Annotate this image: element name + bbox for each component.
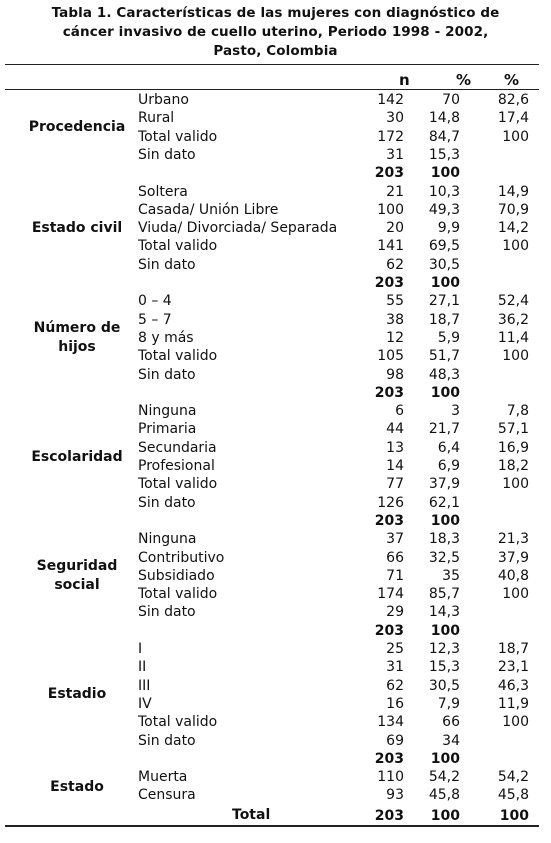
- table-row: [138, 109, 539, 127]
- group-total-row: [138, 622, 539, 640]
- row-label: Sin dato: [138, 256, 196, 273]
- row-pct-valid: 100: [502, 238, 529, 255]
- group-name: [5, 319, 149, 357]
- row-pct-valid: 100: [502, 476, 529, 493]
- row-n: 62: [386, 256, 404, 273]
- total-row: [138, 807, 539, 825]
- row-label: Rural: [138, 110, 175, 127]
- row-pct-valid: 14,2: [497, 220, 529, 237]
- row-label: Secundaria: [138, 439, 217, 456]
- row-n: 16: [386, 695, 404, 712]
- row-pct-valid: 14,9: [497, 183, 529, 200]
- group-name-line: social: [54, 576, 100, 593]
- row-pct: 27,1: [428, 293, 460, 310]
- group-total-pct: 100: [430, 275, 460, 291]
- row-label: Contributivo: [138, 549, 225, 566]
- table-row: [138, 457, 539, 475]
- table-row: [138, 311, 539, 329]
- group-total-row: [138, 274, 539, 292]
- table-row: [138, 402, 539, 420]
- row-pct-valid: 52,4: [497, 293, 529, 310]
- table-row: [138, 585, 539, 603]
- row-pct: 10,3: [428, 183, 460, 200]
- row-n: 38: [386, 311, 404, 328]
- row-n: 142: [377, 92, 404, 108]
- table-row: [138, 768, 539, 786]
- table-row: [138, 366, 539, 384]
- row-label: Sin dato: [138, 146, 196, 163]
- group-total-n: 203: [374, 622, 404, 639]
- row-pct-valid: 21,3: [497, 531, 529, 548]
- group-total-n: 203: [374, 512, 404, 529]
- row-n: 71: [386, 567, 404, 584]
- row-n: 172: [377, 128, 404, 145]
- table-row: [138, 91, 539, 109]
- header-rule: [5, 89, 539, 90]
- group-total-pct: 100: [430, 512, 460, 529]
- table-row: [138, 732, 539, 750]
- row-pct: 51,7: [428, 348, 460, 365]
- group-name-line: hijos: [58, 339, 96, 356]
- group-name: [5, 448, 149, 467]
- row-n: 31: [386, 659, 404, 676]
- row-pct: 54,2: [428, 769, 460, 786]
- row-pct: 70: [442, 92, 460, 108]
- row-pct-valid: 100: [502, 128, 529, 145]
- row-n: 141: [377, 238, 404, 255]
- group-total-n: 203: [374, 165, 404, 182]
- row-pct: 21,7: [428, 421, 460, 438]
- group-total-n: 203: [374, 384, 404, 401]
- group-name-line: Estadio: [47, 686, 107, 703]
- table-row: [138, 530, 539, 548]
- row-label: Total valido: [138, 348, 218, 365]
- group-total-row: [138, 750, 539, 768]
- row-label: Soltera: [138, 183, 188, 200]
- row-pct: 49,3: [428, 201, 460, 218]
- table-row: [138, 292, 539, 310]
- table-row: [138, 640, 539, 658]
- row-label: Sin dato: [138, 366, 196, 383]
- row-label: Viuda/ Divorciada/ Separada: [138, 220, 338, 237]
- group-name-line: Estado: [50, 778, 104, 795]
- row-pct-valid: 23,1: [497, 659, 529, 676]
- row-n: 134: [377, 714, 404, 731]
- row-pct: 6,9: [437, 458, 460, 474]
- row-n: 55: [386, 293, 404, 310]
- row-pct: 9,9: [437, 220, 460, 237]
- header-n: n: [399, 71, 410, 89]
- group-name: [5, 118, 149, 137]
- header-pct: %: [456, 71, 472, 89]
- row-n: 93: [386, 787, 404, 804]
- row-pct-valid: 36,2: [497, 311, 529, 328]
- table-caption: [0, 4, 551, 61]
- row-pct: 15,3: [428, 146, 460, 163]
- row-label: Total valido: [138, 238, 218, 255]
- row-label: 5 – 7: [138, 311, 172, 328]
- row-n: 29: [386, 604, 404, 621]
- row-pct: 45,8: [428, 787, 460, 804]
- group-name: [5, 219, 149, 238]
- row-label: Casada/ Unión Libre: [138, 201, 279, 218]
- row-n: 31: [386, 146, 404, 163]
- row-n: 25: [386, 641, 404, 657]
- total-pct-valid: 100: [499, 808, 529, 824]
- total-pct: 100: [430, 808, 460, 824]
- bottom-rule: [5, 825, 539, 827]
- row-label: Sin dato: [138, 494, 196, 511]
- row-pct: 35: [442, 567, 460, 584]
- row-label: II: [138, 659, 147, 676]
- row-label: Total valido: [138, 714, 218, 731]
- header-pct-valid: %: [504, 71, 520, 89]
- table-row: [138, 329, 539, 347]
- row-n: 20: [386, 220, 404, 237]
- row-label: III: [138, 677, 151, 694]
- group-name-line: Número de: [33, 320, 121, 337]
- group-total-pct: 100: [430, 750, 460, 767]
- row-label: Muerta: [138, 769, 188, 786]
- row-pct: 30,5: [428, 256, 460, 273]
- row-n: 98: [386, 366, 404, 383]
- row-pct: 6,4: [437, 439, 460, 456]
- row-label: Urbano: [138, 92, 189, 108]
- row-n: 62: [386, 677, 404, 694]
- row-pct: 30,5: [428, 677, 460, 694]
- row-label: Primaria: [138, 421, 197, 438]
- table-row: [138, 713, 539, 731]
- table-row: [138, 347, 539, 365]
- row-pct-valid: 11,4: [497, 329, 529, 346]
- row-pct-valid: 16,9: [497, 439, 529, 456]
- row-pct-valid: 100: [502, 586, 529, 603]
- table-row: [138, 201, 539, 219]
- row-pct: 18,3: [428, 531, 460, 548]
- table-row: [138, 786, 539, 804]
- group-total-row: [138, 384, 539, 402]
- row-pct-valid: 57,1: [497, 421, 529, 438]
- group-name-line: Estado civil: [31, 219, 123, 236]
- row-pct: 66: [442, 714, 460, 731]
- table-row: [138, 146, 539, 164]
- row-label: Subsidiado: [138, 567, 215, 584]
- row-pct: 34: [442, 732, 460, 749]
- row-pct: 5,9: [437, 329, 460, 346]
- row-pct-valid: 7,8: [506, 403, 529, 420]
- row-n: 21: [386, 183, 404, 200]
- row-pct: 12,3: [428, 641, 460, 657]
- row-pct-valid: 46,3: [497, 677, 529, 694]
- row-n: 100: [377, 201, 404, 218]
- row-n: 105: [377, 348, 404, 365]
- group-total-row: [138, 512, 539, 530]
- row-label: Total valido: [138, 586, 218, 603]
- group-name: [5, 778, 149, 797]
- row-pct: 7,9: [437, 695, 460, 712]
- table-row: [138, 695, 539, 713]
- group-total-row: [138, 164, 539, 182]
- row-label: IV: [138, 695, 152, 712]
- row-label: Ninguna: [138, 531, 197, 548]
- row-pct: 48,3: [428, 366, 460, 383]
- total-label: Total: [232, 807, 271, 823]
- group-total-n: 203: [374, 275, 404, 291]
- row-pct-valid: 45,8: [497, 787, 529, 804]
- row-n: 14: [386, 458, 404, 474]
- table-row: [138, 603, 539, 621]
- table-row: [138, 677, 539, 695]
- row-n: 174: [377, 586, 404, 603]
- table-row: [138, 549, 539, 567]
- caption-line: Pasto, Colombia: [213, 43, 338, 59]
- table-row: [138, 475, 539, 493]
- row-n: 69: [386, 732, 404, 749]
- row-pct: 14,8: [428, 110, 460, 127]
- table-row: [138, 128, 539, 146]
- row-pct-valid: 100: [502, 348, 529, 365]
- group-name-line: Seguridad: [36, 557, 118, 574]
- table-row: [138, 494, 539, 512]
- row-pct-valid: 18,2: [497, 458, 529, 474]
- group-total-pct: 100: [430, 384, 460, 401]
- row-pct-valid: 37,9: [497, 549, 529, 566]
- group-name: [5, 685, 149, 704]
- group-name: [5, 557, 149, 595]
- row-label: Sin dato: [138, 732, 196, 749]
- row-label: Ninguna: [138, 403, 197, 420]
- table-row: [138, 439, 539, 457]
- row-pct: 15,3: [428, 659, 460, 676]
- row-label: Sin dato: [138, 604, 196, 621]
- row-pct-valid: 40,8: [497, 567, 529, 584]
- table-row: [138, 256, 539, 274]
- row-label: Total valido: [138, 476, 218, 493]
- row-label: 8 y más: [138, 329, 194, 346]
- row-n: 37: [386, 531, 404, 548]
- row-pct-valid: 11,9: [497, 695, 529, 712]
- row-n: 126: [377, 494, 404, 511]
- total-n: 203: [374, 808, 404, 824]
- row-n: 13: [386, 439, 404, 456]
- row-pct: 84,7: [428, 128, 460, 145]
- group-total-pct: 100: [430, 622, 460, 639]
- row-n: 12: [386, 329, 404, 346]
- row-label: Profesional: [138, 458, 215, 474]
- row-label: Total valido: [138, 128, 218, 145]
- row-pct-valid: 100: [502, 714, 529, 731]
- row-pct-valid: 70,9: [497, 201, 529, 218]
- row-pct-valid: 54,2: [497, 769, 529, 786]
- row-pct: 32,5: [428, 549, 460, 566]
- group-name-line: Procedencia: [28, 119, 126, 136]
- row-n: 6: [395, 403, 404, 420]
- row-pct: 85,7: [428, 586, 460, 603]
- row-pct-valid: 17,4: [497, 110, 529, 127]
- group-total-n: 203: [374, 750, 404, 767]
- group-total-pct: 100: [430, 165, 460, 182]
- row-n: 110: [377, 769, 404, 786]
- table-row: [138, 567, 539, 585]
- table-row: [138, 420, 539, 438]
- row-pct: 3: [451, 403, 460, 420]
- row-label: 0 – 4: [138, 293, 172, 310]
- row-label: Censura: [138, 787, 196, 804]
- row-n: 77: [386, 476, 404, 493]
- row-label: I: [138, 641, 143, 657]
- row-pct-valid: 18,7: [497, 641, 529, 657]
- row-pct-valid: 82,6: [497, 92, 529, 108]
- caption-line: cáncer invasivo de cuello uterino, Periodo 1998 - 2002,: [62, 24, 489, 40]
- table-row: [138, 658, 539, 676]
- table-row: [138, 183, 539, 201]
- caption-line: Tabla 1. Características de las mujeres con diagnóstico de: [51, 5, 500, 21]
- row-n: 30: [386, 110, 404, 127]
- row-pct: 69,5: [428, 238, 460, 255]
- row-pct: 14,3: [428, 604, 460, 621]
- table-row: [138, 237, 539, 255]
- row-pct: 62,1: [428, 494, 460, 511]
- row-pct: 18,7: [428, 311, 460, 328]
- group-name-line: Escolaridad: [31, 448, 123, 465]
- row-pct: 37,9: [428, 476, 460, 493]
- row-n: 44: [386, 421, 404, 438]
- table-row: [138, 219, 539, 237]
- row-n: 66: [386, 549, 404, 566]
- top-rule: [5, 64, 539, 65]
